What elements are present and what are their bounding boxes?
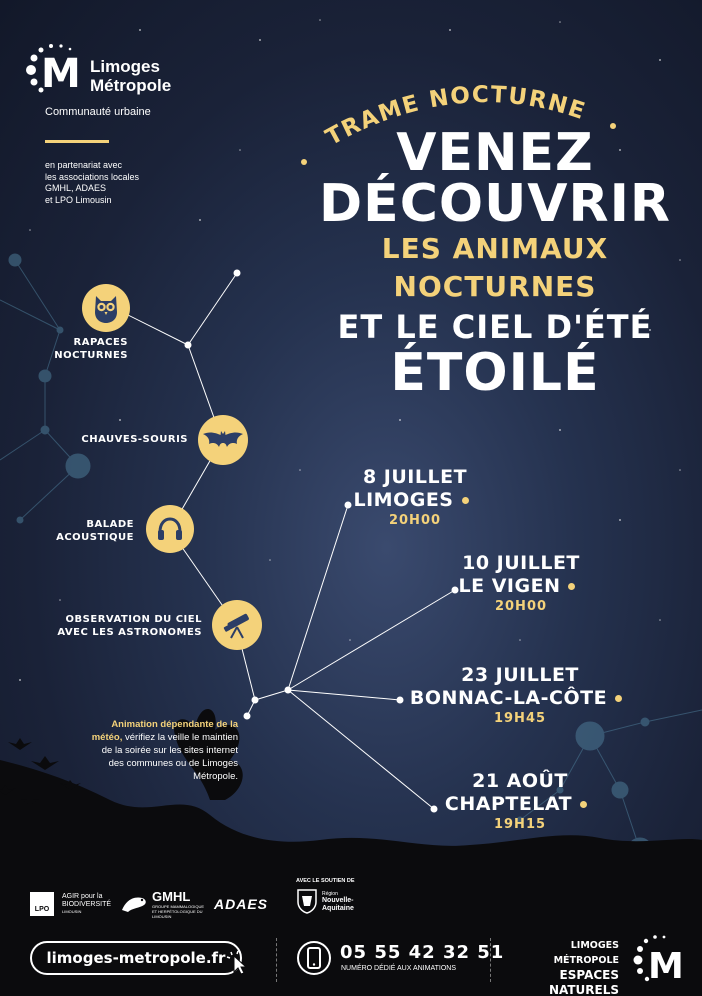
agir-biodiversite-logo: AGIR pour la BIODIVERSITÉ LIMOUSIN bbox=[62, 893, 112, 914]
headline bbox=[290, 123, 700, 403]
website-url[interactable]: limoges-metropole.fr bbox=[46, 949, 226, 967]
headline-line-4: ET LE CIEL D'ÉTÉ bbox=[337, 308, 653, 346]
weather-note-text: vérifiez la veille le maintien de la soirée sur les sites internet des communes ou de Limoges Métropole. bbox=[101, 732, 238, 782]
headphones-badge bbox=[146, 505, 194, 553]
event-3 bbox=[392, 664, 648, 728]
telescope-icon bbox=[221, 610, 253, 640]
adaes-logo: ADAES bbox=[214, 896, 269, 912]
phone-caption: NUMÉRO DÉDIÉ AUX ANIMATIONS bbox=[341, 965, 456, 972]
event-place: LE VIGEN bbox=[458, 575, 561, 597]
footer-separator bbox=[490, 938, 492, 982]
event-1 bbox=[340, 466, 490, 530]
owl-icon bbox=[91, 292, 121, 324]
soutien-label: AVEC LE SOUTIEN DE bbox=[296, 878, 355, 884]
headphones-icon bbox=[156, 515, 184, 543]
owl-badge bbox=[82, 284, 130, 332]
event-2 bbox=[440, 552, 602, 616]
event-time: 20H00 bbox=[494, 599, 548, 614]
event-time: 19H45 bbox=[493, 711, 547, 726]
espaces-naturels-logo-icon bbox=[632, 934, 692, 984]
event-place: LIMOGES bbox=[353, 489, 454, 511]
event-place: BONNAC-LA-CÔTE bbox=[409, 687, 608, 709]
divider bbox=[45, 140, 109, 143]
gmhl-logo: GMHL GROUPE MAMMALOGIQUE ET HERPÉTOLOGIQUE DU LIMOUSIN bbox=[152, 889, 205, 919]
dot-icon bbox=[615, 695, 622, 702]
footer-separator bbox=[276, 938, 278, 982]
event-date: 23 JUILLET bbox=[461, 664, 579, 686]
activity-label-astronomy: OBSERVATION DU CIEL AVEC LES ASTRONOMES bbox=[57, 614, 202, 638]
region-shield-icon bbox=[296, 888, 318, 914]
bat-badge bbox=[198, 415, 248, 465]
bat-icon bbox=[202, 429, 244, 451]
activity-label-bats: CHAUVES-SOURIS bbox=[81, 434, 188, 445]
headline-line-5: ÉTOILÉ bbox=[390, 343, 600, 403]
event-time: 19H15 bbox=[493, 817, 547, 832]
weather-note bbox=[88, 718, 238, 783]
phone-icon bbox=[296, 940, 332, 976]
event-date: 10 JUILLET bbox=[462, 552, 580, 574]
limoges-metropole-logo-icon bbox=[25, 42, 83, 98]
dot-icon bbox=[568, 583, 575, 590]
cursor-click-icon bbox=[226, 950, 250, 976]
headline-line-2: DÉCOUVRIR bbox=[319, 174, 671, 234]
partner-text: en partenariat avec les associations locales GMHL, ADAES et LPO Limousin bbox=[45, 160, 140, 205]
headline-line-3: LES ANIMAUX NOCTURNES bbox=[381, 232, 609, 303]
dot-icon bbox=[462, 497, 469, 504]
telescope-badge bbox=[212, 600, 262, 650]
activity-label-owls: RAPACES NOCTURNES bbox=[54, 337, 128, 361]
headline-line-1: VENEZ bbox=[396, 123, 594, 183]
logo-subtitle: Communauté urbaine bbox=[45, 106, 151, 118]
event-date: 8 JUILLET bbox=[362, 466, 468, 488]
website-link[interactable] bbox=[30, 941, 242, 975]
phone-number[interactable]: 05 55 42 32 51 bbox=[340, 942, 505, 963]
event-place: CHAPTELAT bbox=[444, 793, 573, 815]
gmhl-animal-icon bbox=[120, 890, 148, 916]
event-4 bbox=[430, 770, 610, 834]
svg-text:M: M bbox=[41, 51, 81, 97]
weather-note-bold: Animation dépendante de la météo, bbox=[91, 719, 238, 743]
espaces-naturels-brand: LIMOGES MÉTROPOLE ESPACES NATURELS bbox=[548, 940, 619, 996]
region-logo: Région Nouvelle-Aquitaine bbox=[322, 891, 354, 912]
logo-title: Limoges Métropole bbox=[90, 57, 172, 95]
event-time: 20H00 bbox=[388, 513, 442, 528]
svg-text:M: M bbox=[648, 946, 684, 984]
dot-icon bbox=[580, 801, 587, 808]
arc-title: TRAME NOCTURNE bbox=[321, 82, 590, 152]
event-date: 21 AOÛT bbox=[472, 770, 568, 792]
lpo-logo: LPO bbox=[30, 892, 54, 916]
activity-label-acoustic: BALADE ACOUSTIQUE bbox=[56, 519, 134, 543]
